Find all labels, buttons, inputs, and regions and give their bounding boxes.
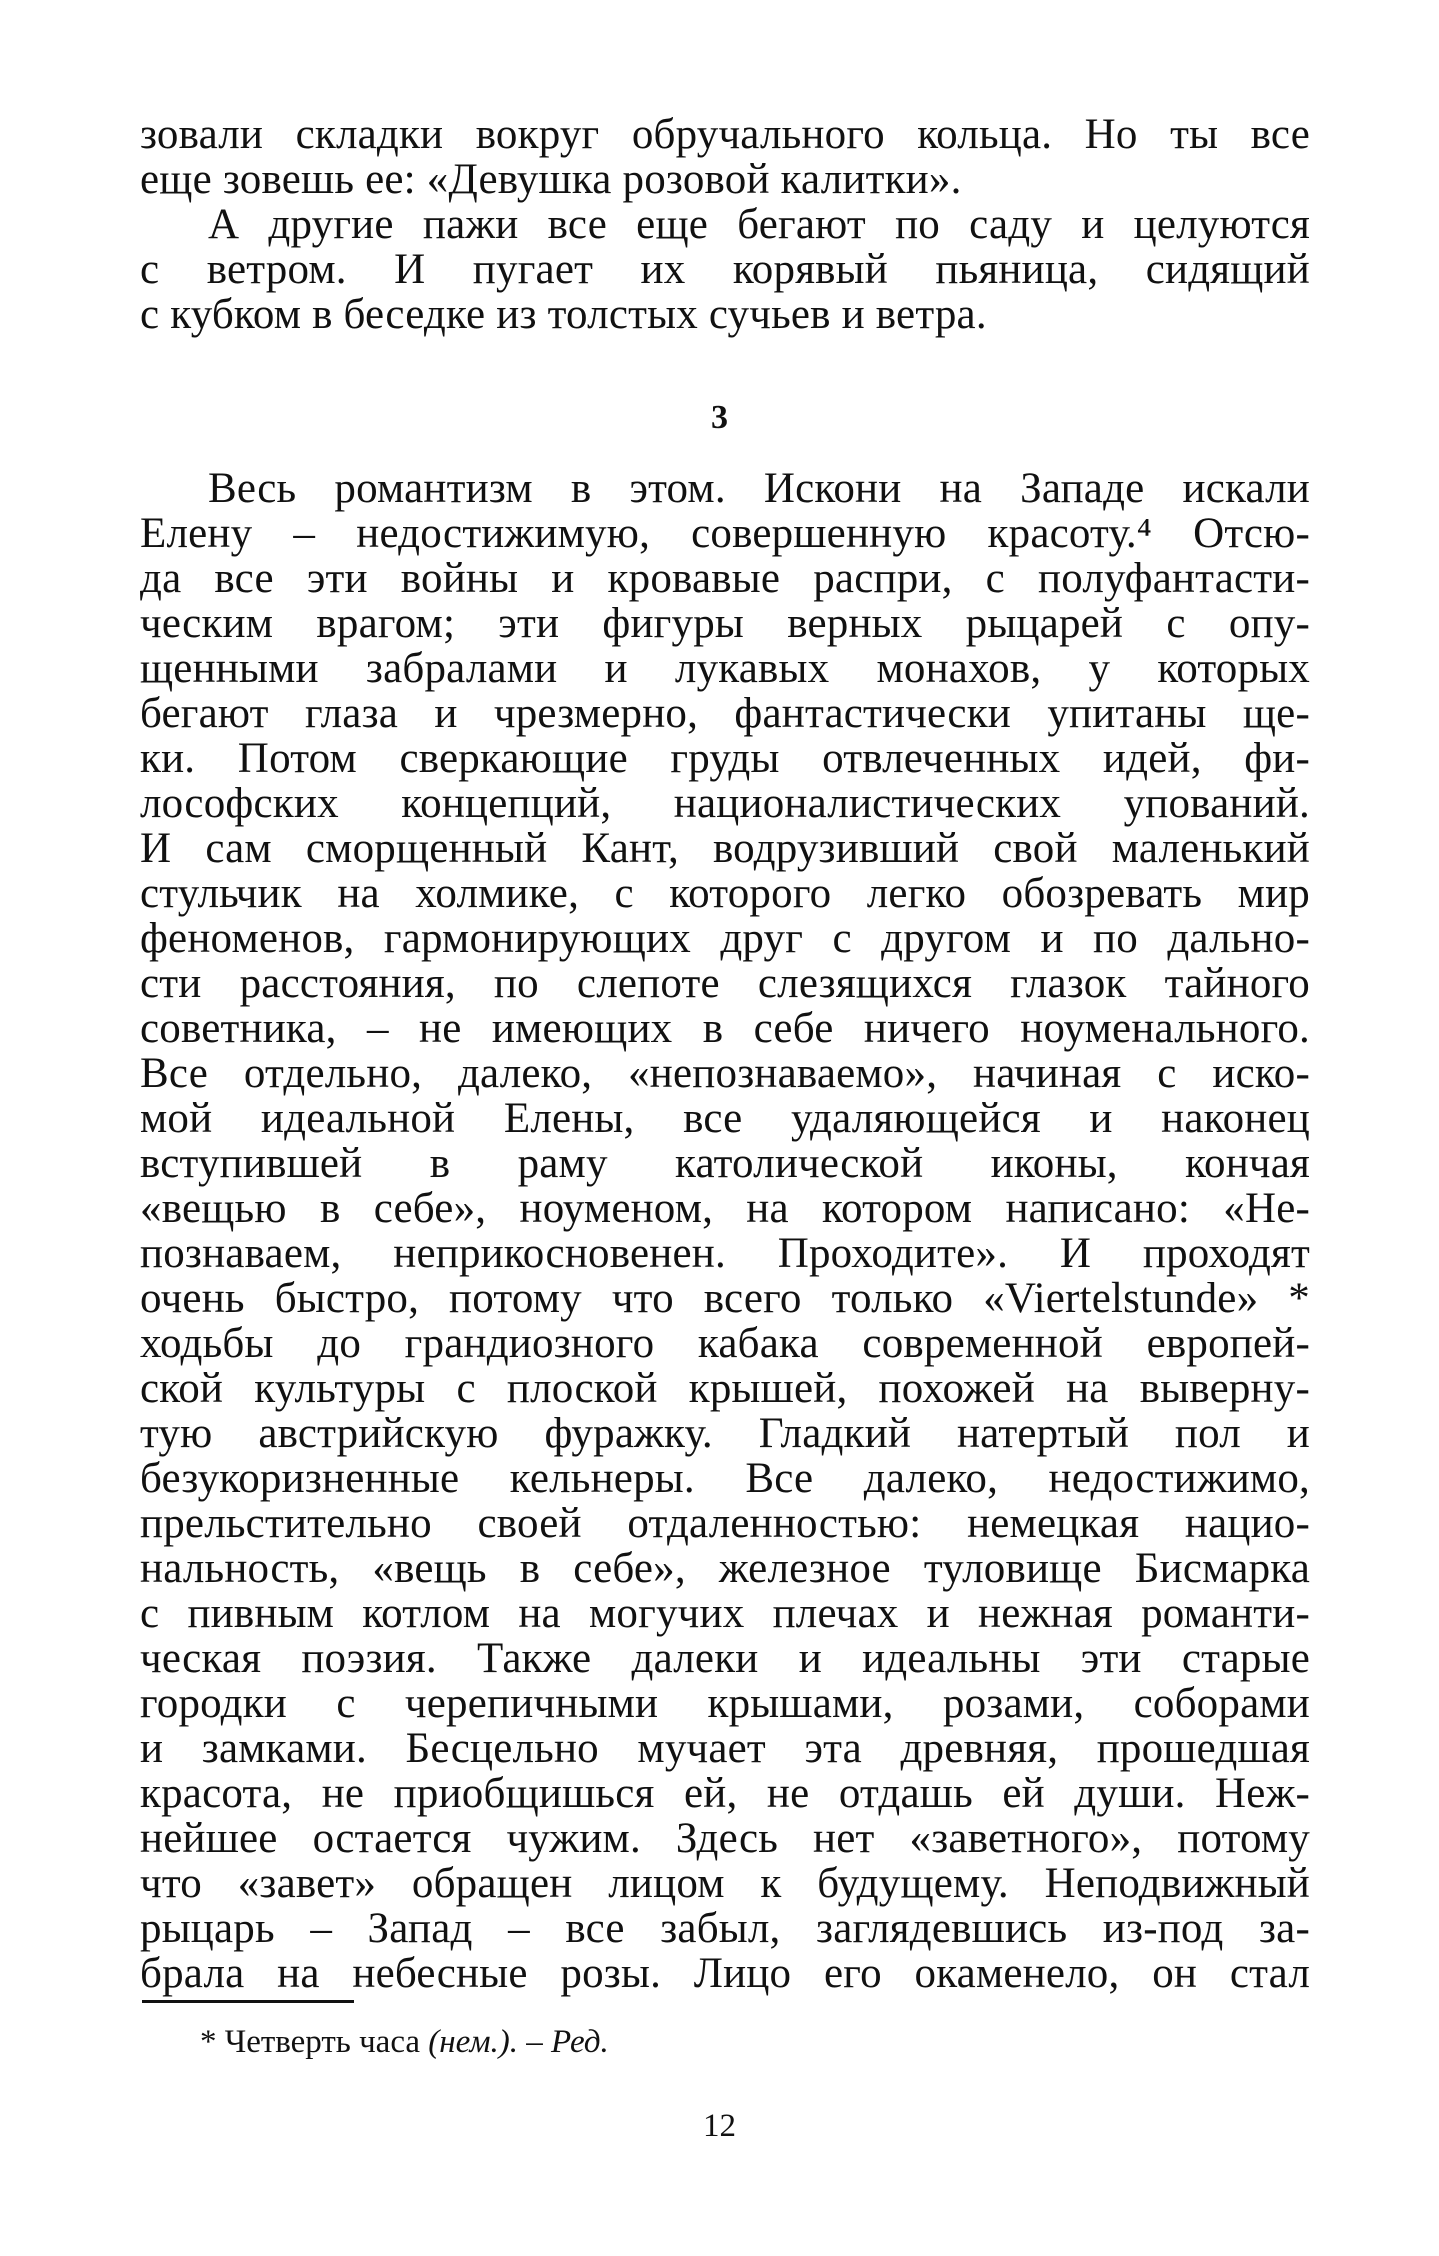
text-line: нальность, «вещь в себе», железное туловище Бисмарка	[140, 1545, 1310, 1592]
text-line: нейшее остается чужим. Здесь нет «заветного», потому	[140, 1815, 1310, 1862]
text-line: ской культуры с плоской крышей, похожей на выверну-	[140, 1365, 1310, 1412]
page-number: 12	[703, 2108, 736, 2144]
text-line: с ветром. И пугает их корявый пьяница, сидящий	[140, 246, 1310, 293]
text-line: зовали складки вокруг обручального кольца. Но ты все	[140, 111, 1310, 158]
footnote-editor-mark: Ред.	[551, 2024, 609, 2060]
text-line: мой идеальной Елены, все удаляющейся и наконец	[140, 1095, 1310, 1142]
text-line: да все эти войны и кровавые распри, с полуфантасти-	[140, 555, 1310, 602]
footnote-divider	[142, 2000, 354, 2003]
text-line: советника, – не имеющих в себе ничего ноуменального.	[140, 1005, 1310, 1052]
footnote-text: Четверть часа	[224, 2024, 421, 2060]
text-line: ки. Потом сверкающие груды отвлеченных идей, фи-	[140, 735, 1310, 782]
text-line: сти расстояния, по слепоте слезящихся глазок тайного	[140, 960, 1310, 1007]
text-line: вступившей в раму католической иконы, кончая	[140, 1140, 1310, 1187]
text-line: прельстительно своей отдаленностью: немецкая нацио-	[140, 1500, 1310, 1547]
text-line: лософских концепций, националистических упований.	[140, 780, 1310, 827]
text-line: с пивным котлом на могучих плечах и нежная романти-	[140, 1590, 1310, 1637]
footnote	[200, 2022, 609, 2062]
text-line: И сам сморщенный Кант, водрузивший свой маленький	[140, 825, 1310, 872]
text-line: еще зовешь ее: «Девушка розовой калитки».	[140, 156, 962, 203]
text-line: рыцарь – Запад – все забыл, заглядевшись из-под за-	[140, 1905, 1310, 1952]
text-line: городки с черепичными крышами, розами, соборами	[140, 1680, 1310, 1727]
section-number: 3	[711, 399, 728, 436]
text-line: ходьбы до грандиозного кабака современной европей-	[140, 1320, 1310, 1367]
text-line: что «завет» обращен лицом к будущему. Неподвижный	[140, 1860, 1310, 1907]
text-line: Елену – недостижимую, совершенную красоту.⁴ Отсю-	[140, 510, 1310, 557]
text-line: щенными забралами и лукавых монахов, у которых	[140, 645, 1310, 692]
text-line: бегают глаза и чрезмерно, фантастически упитаны ще-	[140, 690, 1310, 737]
text-line: с кубком в беседке из толстых сучьев и ветра.	[140, 291, 987, 338]
text-line: «вещью в себе», ноуменом, на котором написано: «Не-	[140, 1185, 1310, 1232]
footnote-language-note: (нем.).	[428, 2024, 519, 2060]
text-line: стульчик на холмике, с которого легко обозревать мир	[140, 870, 1310, 917]
text-line: и замками. Бесцельно мучает эта древняя, прошедшая	[140, 1725, 1310, 1772]
text-line: очень быстро, потому что всего только «Viertelstunde» *	[140, 1275, 1310, 1322]
footnote-dash: –	[526, 2024, 543, 2060]
text-line: Весь романтизм в этом. Искони на Западе искали	[208, 465, 1310, 512]
text-line: феноменов, гармонирующих друг с другом и по дально-	[140, 915, 1310, 962]
text-line: ческая поэзия. Также далеки и идеальны эти старые	[140, 1635, 1310, 1682]
text-line: красота, не приобщишься ей, не отдашь ей души. Неж-	[140, 1770, 1310, 1817]
footnote-marker: *	[200, 2024, 217, 2060]
main-paragraph	[140, 466, 1310, 1996]
text-line: Все отдельно, далеко, «непознаваемо», начиная с иско-	[140, 1050, 1310, 1097]
text-line: А другие пажи все еще бегают по саду и целуются	[208, 201, 1310, 248]
text-line: тую австрийскую фуражку. Гладкий натертый пол и	[140, 1410, 1310, 1457]
text-line: безукоризненные кельнеры. Все далеко, недостижимо,	[140, 1455, 1310, 1502]
text-line: познаваем, неприкосновенен. Проходите». И проходят	[140, 1230, 1310, 1277]
opening-paragraphs	[140, 112, 1310, 337]
text-line: ческим врагом; эти фигуры верных рыцарей с опу-	[140, 600, 1310, 647]
text-line: брала на небесные розы. Лицо его окаменело, он стал	[140, 1950, 1310, 1997]
